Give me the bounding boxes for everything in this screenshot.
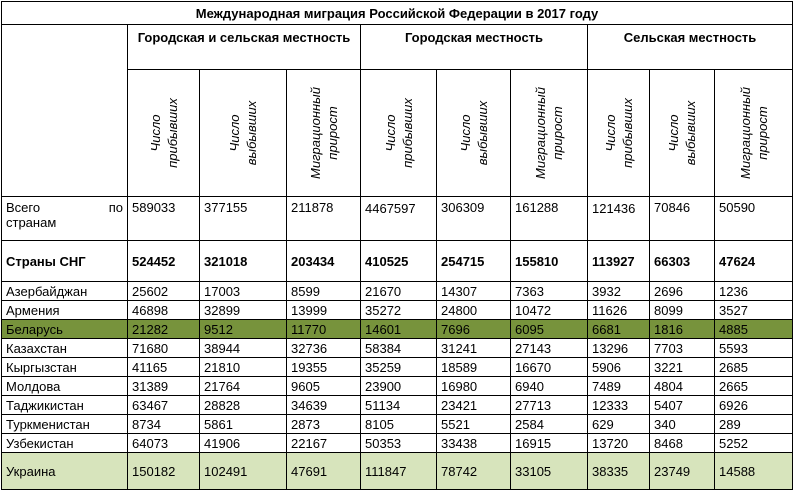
table-cell: 78742 bbox=[437, 453, 511, 490]
table-row bbox=[2, 282, 793, 301]
row-label: Таджикистан bbox=[2, 396, 128, 415]
subheader-line: Миграционный bbox=[307, 87, 323, 179]
table-cell: 5407 bbox=[650, 396, 715, 415]
subheader-net-migration bbox=[287, 70, 361, 197]
table-cell: 18589 bbox=[437, 358, 511, 377]
table-cell: 21282 bbox=[128, 320, 200, 339]
table-cell: 58384 bbox=[361, 339, 437, 358]
row-label: Азербайджан bbox=[2, 282, 128, 301]
row-label-word: Всего bbox=[6, 200, 41, 215]
table-cell: 203434 bbox=[287, 241, 361, 282]
table-cell: 14588 bbox=[715, 453, 793, 490]
table-cell: 21670 bbox=[361, 282, 437, 301]
table-cell: 11626 bbox=[588, 301, 650, 320]
table-cell: 589033 bbox=[128, 197, 200, 241]
subheader-line: Число bbox=[666, 114, 681, 152]
table-cell: 289 bbox=[715, 415, 793, 434]
row-label: Узбекистан bbox=[2, 434, 128, 453]
subheader-line: Число bbox=[382, 114, 398, 152]
table-row bbox=[2, 358, 793, 377]
table-cell: 35259 bbox=[361, 358, 437, 377]
table-cell: 50590 bbox=[715, 197, 793, 241]
table-cell: 2685 bbox=[715, 358, 793, 377]
subheader-line: прибывших bbox=[619, 98, 635, 168]
table-cell: 1816 bbox=[650, 320, 715, 339]
subheader-line: выбывших bbox=[683, 100, 698, 166]
table-cell: 63467 bbox=[128, 396, 200, 415]
table-cell: 9512 bbox=[200, 320, 287, 339]
table-cell: 23421 bbox=[437, 396, 511, 415]
table-cell: 71680 bbox=[128, 339, 200, 358]
subheader-label bbox=[602, 98, 636, 168]
row-label: Беларусь bbox=[2, 320, 128, 339]
table-cell: 38944 bbox=[200, 339, 287, 358]
table-row bbox=[2, 453, 793, 490]
table-cell: 32899 bbox=[200, 301, 287, 320]
subheader-arrivals bbox=[588, 70, 650, 197]
row-label: Туркменистан bbox=[2, 415, 128, 434]
subheader-line: выбывших bbox=[474, 100, 490, 166]
table-cell: 38335 bbox=[588, 453, 650, 490]
table-cell: 34639 bbox=[287, 396, 361, 415]
table-cell: 8734 bbox=[128, 415, 200, 434]
row-label bbox=[2, 197, 128, 241]
table-cell: 41906 bbox=[200, 434, 287, 453]
migration-table bbox=[1, 1, 793, 490]
group-header-rural: Сельская местность bbox=[588, 25, 793, 70]
table-cell: 2584 bbox=[511, 415, 588, 434]
row-label-word: по bbox=[108, 200, 123, 215]
table-cell: 11770 bbox=[287, 320, 361, 339]
table-cell: 629 bbox=[588, 415, 650, 434]
table-cell: 102491 bbox=[200, 453, 287, 490]
table-cell: 3221 bbox=[650, 358, 715, 377]
subheader-label bbox=[737, 87, 771, 179]
table-cell: 3527 bbox=[715, 301, 793, 320]
table-cell: 23749 bbox=[650, 453, 715, 490]
table-cell: 7703 bbox=[650, 339, 715, 358]
table-row bbox=[2, 396, 793, 415]
table-row-total bbox=[2, 197, 793, 241]
table-cell: 14307 bbox=[437, 282, 511, 301]
table-cell: 47624 bbox=[715, 241, 793, 282]
table-cell: 27143 bbox=[511, 339, 588, 358]
table-cell: 4467597 bbox=[361, 197, 437, 241]
row-label: Молдова bbox=[2, 377, 128, 396]
table-cell: 46898 bbox=[128, 301, 200, 320]
row-label: Кыргызстан bbox=[2, 358, 128, 377]
table-cell: 9605 bbox=[287, 377, 361, 396]
table-cell: 14601 bbox=[361, 320, 437, 339]
table-cell: 113927 bbox=[588, 241, 650, 282]
table-cell: 64073 bbox=[128, 434, 200, 453]
group-header-total: Городская и сельская местность bbox=[128, 25, 361, 70]
subheader-label bbox=[147, 98, 181, 168]
subheader-line: Миграционный bbox=[737, 87, 753, 179]
table-cell: 25602 bbox=[128, 282, 200, 301]
table-cell: 31241 bbox=[437, 339, 511, 358]
table-cell: 21810 bbox=[200, 358, 287, 377]
subheader-line: выбывших bbox=[244, 100, 259, 166]
table-cell: 12333 bbox=[588, 396, 650, 415]
table-cell: 33105 bbox=[511, 453, 588, 490]
group-header-urban: Городская местность bbox=[361, 25, 588, 70]
row-label-line: странам bbox=[6, 215, 57, 230]
table-row bbox=[2, 241, 793, 282]
table-cell: 6940 bbox=[511, 377, 588, 396]
subheader-net-migration bbox=[715, 70, 793, 197]
table-cell: 8468 bbox=[650, 434, 715, 453]
table-cell: 47691 bbox=[287, 453, 361, 490]
table-cell: 7696 bbox=[437, 320, 511, 339]
table-cell: 4885 bbox=[715, 320, 793, 339]
table-cell: 17003 bbox=[200, 282, 287, 301]
table-cell: 31389 bbox=[128, 377, 200, 396]
table-cell: 5906 bbox=[588, 358, 650, 377]
table-cell: 121436 bbox=[588, 197, 650, 241]
table-row bbox=[2, 434, 793, 453]
row-label-line bbox=[6, 200, 123, 215]
subheader-label bbox=[226, 101, 260, 166]
table-cell: 161288 bbox=[511, 197, 588, 241]
corner-cell bbox=[2, 25, 128, 197]
subheader-line: прибывших bbox=[399, 98, 415, 168]
table-cell: 28828 bbox=[200, 396, 287, 415]
table-cell: 254715 bbox=[437, 241, 511, 282]
table-cell: 33438 bbox=[437, 434, 511, 453]
subheader-line: Число bbox=[602, 114, 618, 152]
table-cell: 24800 bbox=[437, 301, 511, 320]
row-label: Армения bbox=[2, 301, 128, 320]
table-cell: 5593 bbox=[715, 339, 793, 358]
table-cell: 340 bbox=[650, 415, 715, 434]
table-cell: 3932 bbox=[588, 282, 650, 301]
subheader-line: Число bbox=[227, 114, 242, 152]
table-cell: 2665 bbox=[715, 377, 793, 396]
table-cell: 524452 bbox=[128, 241, 200, 282]
table-cell: 5521 bbox=[437, 415, 511, 434]
table-cell: 211878 bbox=[287, 197, 361, 241]
subheader-departures bbox=[437, 70, 511, 197]
table-cell: 155810 bbox=[511, 241, 588, 282]
subheader-label bbox=[665, 101, 699, 166]
table-cell: 6681 bbox=[588, 320, 650, 339]
table-cell: 410525 bbox=[361, 241, 437, 282]
subheader-label bbox=[307, 87, 341, 179]
subheader-arrivals bbox=[361, 70, 437, 197]
table-cell: 13720 bbox=[588, 434, 650, 453]
subheader-line: прибывших bbox=[164, 98, 180, 168]
subheader-departures bbox=[200, 70, 287, 197]
table-cell: 27713 bbox=[511, 396, 588, 415]
table-cell: 2873 bbox=[287, 415, 361, 434]
table-cell: 8105 bbox=[361, 415, 437, 434]
table-cell: 2696 bbox=[650, 282, 715, 301]
table-cell: 377155 bbox=[200, 197, 287, 241]
row-label: Украина bbox=[2, 453, 128, 490]
table-cell: 6926 bbox=[715, 396, 793, 415]
table-cell: 150182 bbox=[128, 453, 200, 490]
table-cell: 306309 bbox=[437, 197, 511, 241]
subheader-label bbox=[457, 101, 491, 166]
table-cell: 16670 bbox=[511, 358, 588, 377]
subheader-label bbox=[382, 98, 416, 168]
table-row bbox=[2, 301, 793, 320]
table-row bbox=[2, 320, 793, 339]
table-cell: 19355 bbox=[287, 358, 361, 377]
row-label: Казахстан bbox=[2, 339, 128, 358]
subheader-line: прирост bbox=[754, 106, 770, 160]
table-cell: 22167 bbox=[287, 434, 361, 453]
table-row bbox=[2, 377, 793, 396]
subheader-label bbox=[532, 87, 566, 179]
table-cell: 8099 bbox=[650, 301, 715, 320]
table-cell: 6095 bbox=[511, 320, 588, 339]
table-cell: 4804 bbox=[650, 377, 715, 396]
table-cell: 41165 bbox=[128, 358, 200, 377]
table-cell: 111847 bbox=[361, 453, 437, 490]
table-cell: 23900 bbox=[361, 377, 437, 396]
table-cell: 5861 bbox=[200, 415, 287, 434]
table-cell: 32736 bbox=[287, 339, 361, 358]
table-cell: 35272 bbox=[361, 301, 437, 320]
table-cell: 13999 bbox=[287, 301, 361, 320]
subheader-arrivals bbox=[128, 70, 200, 197]
table-cell: 8599 bbox=[287, 282, 361, 301]
table-cell: 7363 bbox=[511, 282, 588, 301]
table-cell: 10472 bbox=[511, 301, 588, 320]
table-row bbox=[2, 339, 793, 358]
table-cell: 70846 bbox=[650, 197, 715, 241]
table-cell: 50353 bbox=[361, 434, 437, 453]
table-cell: 13296 bbox=[588, 339, 650, 358]
subheader-line: Число bbox=[147, 114, 163, 152]
table-row bbox=[2, 415, 793, 434]
subheader-line: Миграционный bbox=[533, 87, 548, 179]
table-cell: 16980 bbox=[437, 377, 511, 396]
table-cell: 66303 bbox=[650, 241, 715, 282]
table-cell: 51134 bbox=[361, 396, 437, 415]
row-label: Страны СНГ bbox=[2, 241, 128, 282]
subheader-line: прирост bbox=[550, 106, 565, 160]
table-cell: 21764 bbox=[200, 377, 287, 396]
table-cell: 321018 bbox=[200, 241, 287, 282]
table-title: Международная миграция Российской Федерации в 2017 году bbox=[2, 2, 793, 25]
subheader-line: прирост bbox=[324, 106, 340, 160]
table-cell: 16915 bbox=[511, 434, 588, 453]
subheader-departures bbox=[650, 70, 715, 197]
subheader-line: Число bbox=[457, 114, 473, 152]
table-cell: 1236 bbox=[715, 282, 793, 301]
subheader-net-migration bbox=[511, 70, 588, 197]
table-cell: 5252 bbox=[715, 434, 793, 453]
table-cell: 7489 bbox=[588, 377, 650, 396]
